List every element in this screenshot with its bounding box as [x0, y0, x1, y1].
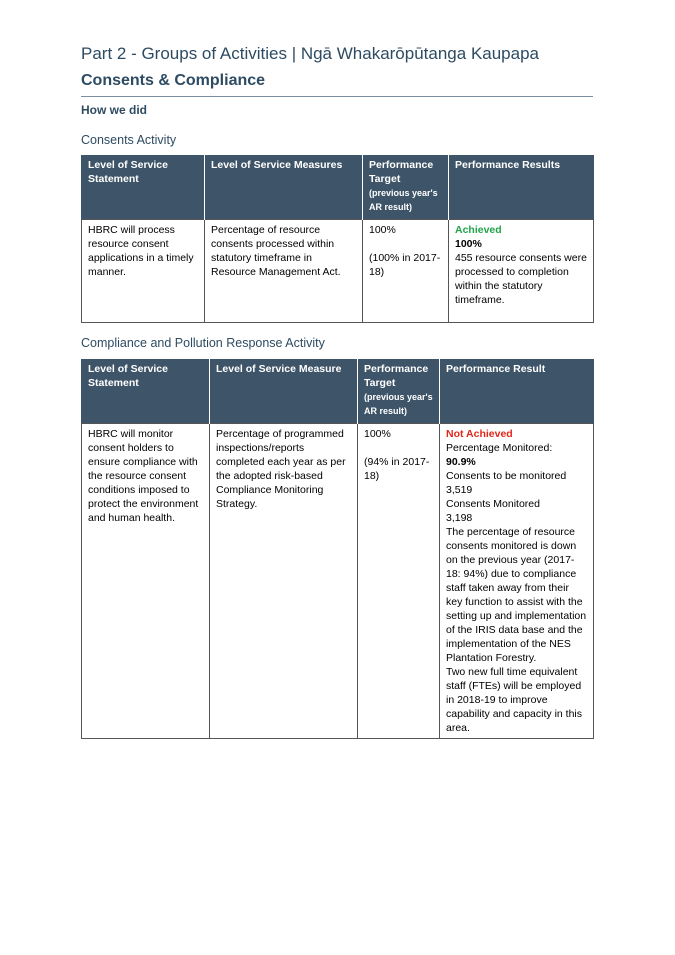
target-value: 100%: [369, 224, 396, 236]
column-header-statement: Level of Service Statement: [82, 155, 205, 220]
table-row: [82, 220, 594, 323]
column-header-statement: Level of Service Statement: [82, 359, 210, 424]
consents-monitored-label: Consents Monitored: [446, 498, 540, 510]
consents-table: [81, 155, 594, 323]
section-divider: [81, 96, 593, 97]
table-header-row: [82, 359, 594, 424]
result-cell: [449, 220, 594, 323]
explanation-text: The percentage of resource consents monitored is down on the previous year (2017-18: 94%) due to compliance staff taken away from their key function to assist with the setting up and implementation of the IRIS data base and the implementation of the NES Plantation Forestry.: [446, 526, 587, 664]
statement-cell: HBRC will monitor consent holders to ensure compliance with the resource consent conditions imposed to protect the environment and human health.: [82, 424, 210, 739]
target-header-main: Performance Target: [364, 363, 429, 389]
target-header-note: (previous year's AR result): [369, 188, 438, 212]
table-row: [82, 424, 594, 739]
statement-cell: HBRC will process resource consent applications in a timely manner.: [82, 220, 205, 323]
monitored-label: Percentage Monitored:: [446, 442, 553, 454]
column-header-results: Performance Result: [440, 359, 594, 424]
monitored-value: 90.9%: [446, 456, 476, 468]
target-header-note: (previous year's AR result): [364, 392, 433, 416]
to-monitor-label: Consents to be monitored: [446, 470, 567, 482]
result-text: 455 resource consents were processed to completion within the statutory timeframe.: [455, 252, 587, 306]
target-previous: (94% in 2017-18): [364, 456, 430, 482]
to-monitor-value: 3,519: [446, 484, 473, 496]
consents-activity-heading: Consents Activity: [81, 133, 177, 147]
compliance-activity-heading: Compliance and Pollution Response Activity: [81, 336, 325, 350]
status-not-achieved: Not Achieved: [446, 428, 513, 440]
target-header-main: Performance Target: [369, 159, 434, 185]
measure-cell: Percentage of resource consents processed within statutory timeframe in Resource Management Act.: [205, 220, 363, 323]
consents-monitored-value: 3,198: [446, 512, 473, 524]
target-previous: (100% in 2017-18): [369, 252, 441, 278]
column-header-target: [358, 359, 440, 424]
measure-cell: Percentage of programmed inspections/reports completed each year as per the adopted risk-based Compliance Monitoring Strategy.: [210, 424, 358, 739]
target-value: 100%: [364, 428, 391, 440]
part-title: Part 2 - Groups of Activities | Ngā Whakarōpūtanga Kaupapa: [81, 44, 540, 63]
table-header-row: [82, 155, 594, 220]
status-achieved: Achieved: [455, 224, 502, 236]
column-header-target: [363, 155, 449, 220]
compliance-table: [81, 359, 594, 739]
target-cell: [363, 220, 449, 323]
fte-note: Two new full time equivalent staff (FTEs) will be employed in 2018-19 to improve capability and capacity in this area.: [446, 666, 582, 734]
column-header-measure: Level of Service Measure: [210, 359, 358, 424]
section-title: Consents & Compliance: [81, 72, 266, 89]
column-header-results: Performance Results: [449, 155, 594, 220]
result-value: 100%: [455, 238, 482, 250]
result-cell: [440, 424, 594, 739]
how-we-did-heading: How we did: [81, 103, 147, 117]
target-cell: [358, 424, 440, 739]
column-header-measure: Level of Service Measures: [205, 155, 363, 220]
